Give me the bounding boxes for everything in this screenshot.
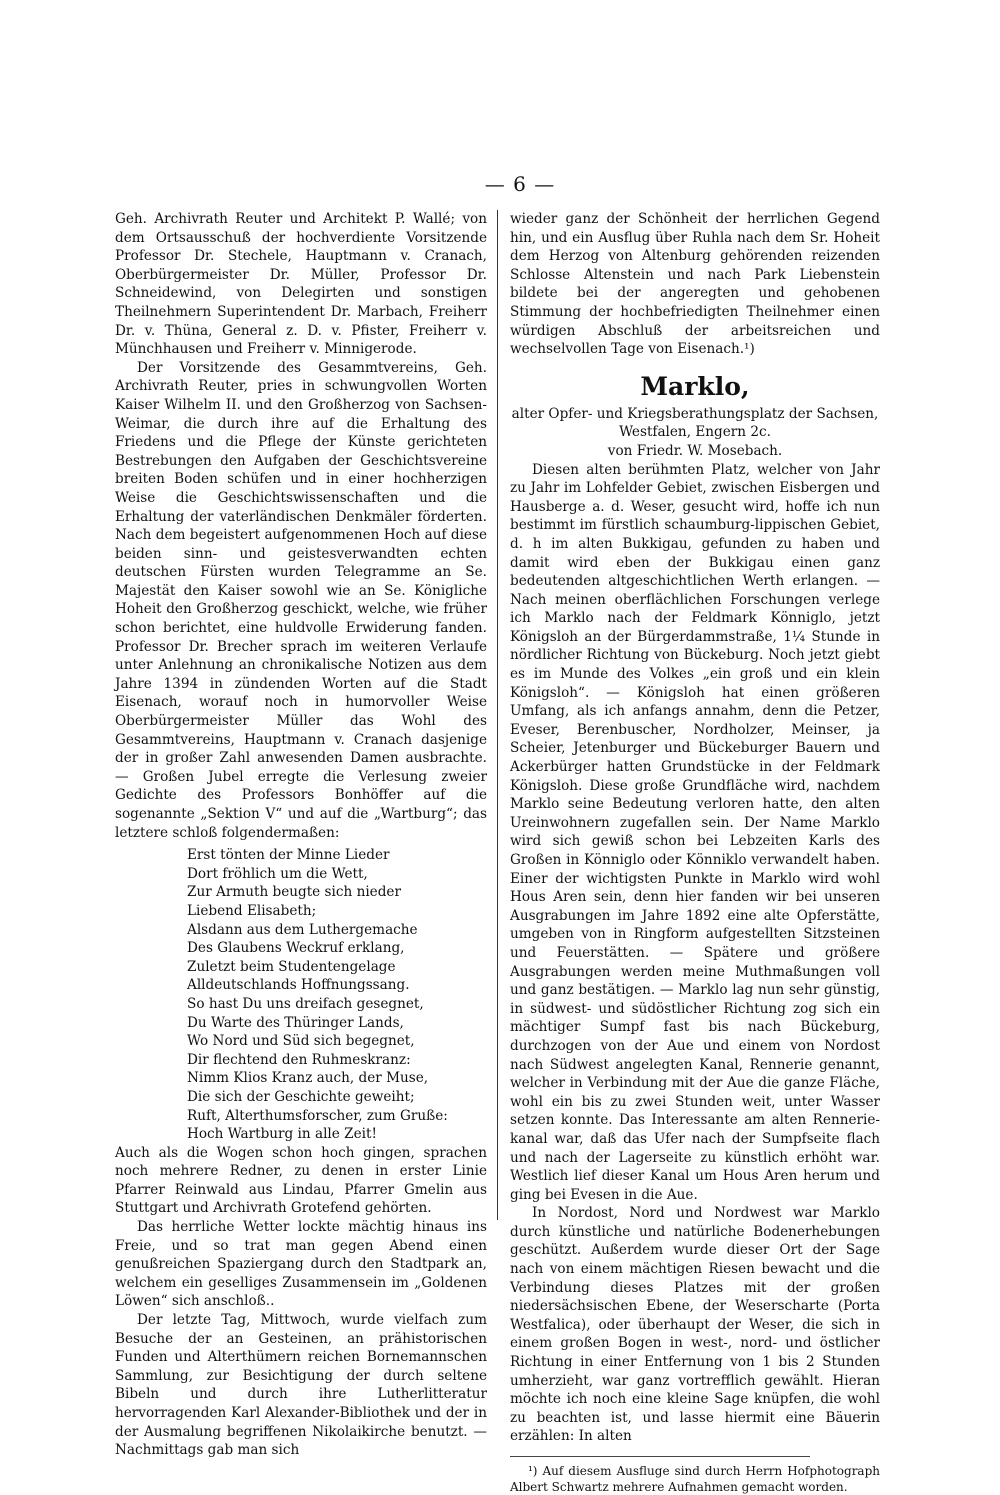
- footnote: ¹) Auf diesem Ausfluge sind durch Herrn Hofphotograph Albert Schwartz mehrere Aufnahmen gemacht worden.: [510, 1464, 880, 1494]
- article-subtitle: alter Opfer- und Kriegsberathungsplatz der Sachsen,: [511, 405, 879, 422]
- poem-line: Dort fröhlich um die Wett,: [187, 865, 368, 882]
- poem-line: Zur Armuth beugte sich nieder: [187, 884, 401, 901]
- column-divider: [497, 210, 498, 1220]
- article-subtitle: Westfalen, Engern 2c.: [619, 424, 771, 441]
- right-column: [510, 210, 880, 1495]
- poem-line: Alsdann aus dem Luthergemache: [187, 921, 418, 938]
- article-title: Marklo,: [640, 371, 750, 401]
- paragraph: In Nordost, Nord und Nordwest war Marklo durch künstliche und natürliche Bodenerhebungen geschützt. Außerdem wurde dieser Ort der Sage nach von einem mächtigen Riesen bewacht und die Verbindung dieses Platzes mit der großen niedersächsischen Ebene, der Weserscharte (Porta Westfalica), oder überhaupt der Weser, die sich in einem großen Bogen in west-, nord- und östlicher Richtung in einer Entfernung von 1 bis 2 Stunden umherzieht, war ganz vortrefflich gewählt. Hieran möchte ich noch eine kleine Sage knüpfen, die wohl zu beachten ist, und lasse hiermit eine Bäuerin erzählen: In alten: [510, 1205, 880, 1445]
- poem-line: Wo Nord und Süd sich begegnet,: [187, 1033, 415, 1050]
- poem: [187, 846, 487, 1144]
- poem-line: Du Warte des Thüringer Lands,: [187, 1014, 404, 1031]
- poem-line: So hast Du uns dreifach gesegnet,: [187, 995, 424, 1012]
- paragraph: Der Vorsitzende des Gesammtvereins, Geh. Archivrath Reuter, pries in schwungvollen Worten Kaiser Wilhelm II. und den Großherzog von Sachsen-Weimar, die durch ihre auf die Erhaltung des Friedens und die Pflege der Künste gerichteten Bestrebungen den Aufgaben der Geschichtsvereine breiten Boden schüfen und in einer hochherzigen Weise die Geschichtswissenschaften und die Erhaltung der vaterländischen Denkmäler förderten. Nach dem begeistert aufgenommenen Hoch auf diese beiden sinn- und geistesverwandten echten deutschen Fürsten wurden Telegramme an Se. Majestät den Kaiser sowohl wie an Se. Königliche Hoheit den Großherzog geschickt, welche, wie früher schon berichtet, eine huldvolle Erwiderung fanden. Professor Dr. Brecher sprach im weiteren Verlaufe unter Anlehnung an chronikalische Notizen aus dem Jahre 1394 in zündenden Worten auf die Stadt Eisenach, worauf noch in humorvoller Weise Oberbürgermeister Müller das Wohl des Gesammtvereins, Hauptmann v. Cranach dasjenige der in großer Zahl anwesenden Damen ausbrachte. — Großen Jubel erregte die Verlesung zweier Gedichte des Professors Bonhöffer auf die sogenannte „Sektion V“ und auf die „Wartburg“; das letztere schloß folgendermaßen:: [115, 359, 487, 841]
- page-number: — 6 —: [484, 172, 556, 196]
- paragraph: Das herrliche Wetter lockte mächtig hinaus ins Freie, und so trat man gegen Abend einen genußreichen Spaziergang durch den Stadtpark an, welchem ein geselliges Zusammensein im „Goldenen Löwen“ sich anschloß..: [115, 1219, 487, 1310]
- poem-line: Hoch Wartburg in alle Zeit!: [187, 1126, 377, 1143]
- poem-line: Zuletzt beim Studentengelage: [187, 958, 396, 975]
- article-author: von Friedr. W. Mosebach.: [607, 442, 783, 459]
- poem-line: Alldeutschlands Hoffnungssang.: [187, 977, 410, 994]
- poem-line: Erst tönten der Minne Lieder: [187, 847, 390, 864]
- poem-line: Liebend Elisabeth;: [187, 902, 317, 919]
- paragraph: Geh. Archivrath Reuter und Architekt P. Wallé; von dem Ortsausschuß der hochverdiente Vorsitzende Professor Dr. Stechele, Hauptmann v. Cranach, Oberbürgermeister Dr. Müller, Professor Dr. Schneidewind, von Delegirten und sonstigen Theilnehmern Superintendent Dr. Marbach, Freiherr Dr. v. Thüna, General z. D. v. Pfister, Freiherr v. Münchhausen und Freiherr v. Minnigerode.: [115, 211, 487, 358]
- poem-line: Die sich der Geschichte geweiht;: [187, 1088, 415, 1105]
- paragraph: wieder ganz der Schönheit der herrlichen Gegend hin, und ein Ausflug über Ruhla nach dem Sr. Hoheit dem Herzog von Altenburg gehörenden reizenden Schlosse Altenstein und nach Park Liebenstein bildete bei der angeregten und gehobenen Stimmung der hochbefriedigten Theilnehmer einen würdigen Abschluß der arbeitsreichen und wechselvollen Tage von Eisenach.¹): [510, 211, 880, 358]
- paragraph: Der letzte Tag, Mittwoch, wurde vielfach zum Besuche der an Gesteinen, an prähistorischen Funden und Alterthümern reichen Bornemannschen Sammlung, zur Besichtigung der durch seltene Bibeln und durch ihre Lutherlitteratur hervorragenden Karl Alexander-Bibliothek und der in der Ausmalung begriffenen Nikolaikirche benutzt. — Nachmittags gab man sich: [115, 1312, 487, 1459]
- poem-line: Dir flechtend den Ruhmeskranz:: [187, 1051, 411, 1068]
- left-column: [115, 210, 487, 1460]
- footnote-rule: [510, 1456, 810, 1457]
- paragraph: Auch als die Wogen schon hoch gingen, sprachen noch mehrere Redner, zu denen in erster Linie Pfarrer Reinwald aus Lindau, Pfarrer Gmelin aus Stuttgart und Archivrath Grotefend gehörten.: [115, 1144, 487, 1217]
- poem-line: Ruft, Alterthumsforscher, zum Gruße:: [187, 1107, 448, 1124]
- poem-line: Des Glaubens Weckruf erklang,: [187, 940, 405, 957]
- paragraph: Diesen alten berühmten Platz, welcher von Jahr zu Jahr im Lohfelder Gebiet, zwischen Eisbergen und Hausberge a. d. Weser, gesucht wird, hoffe ich nun bestimmt im fürstlich schaumburg-lippischen Gebiet, d. h im alten Bukkigau, gefunden zu haben und damit wird eben der Bukkigau einen ganz bedeutenden altgeschichtlichen Werth erlangen. — Nach meinen oberflächlichen Forschungen verlege ich Marklo nach der Feldmark Könniglo, jetzt Königsloh an der Bürgerdammstraße, 1¼ Stunde in nördlicher Richtung von Bückeburg. Noch jetzt giebt es im Munde des Volkes „ein groß und ein klein Königsloh“. — Königsloh hat einen größeren Umfang, als ich anfangs annahm, denn die Petzer, Eveser, Berenbuscher, Nordholzer, Meinser, ja Scheier, Jetenburger und Bückeburger Bauern und Ackerbürger hatten Grundstücke in der Feldmark Königsloh. Diese große Grundfläche wird, nachdem Marklo seine Bedeutung verloren hatte, den alten Ureinwohnern zugefallen sein. Der Name Marklo wird sich gewiß schon bei Lebzeiten Karls des Großen in Könniglo oder Könniklo verwandelt haben. Einer der wichtigsten Punkte in Marklo wird wohl Hous Aren sein, denn hier fanden wir bei unseren Ausgrabungen im Jahre 1892 eine alte Opferstätte, umgeben von in Ringform aufgestellten Sitzsteinen und Feuerstätten. — Spätere und größere Ausgrabungen werden meine Muthmaßungen voll und ganz bestätigen. — Marklo lag nun sehr günstig, in südwest- und südöstlicher Richtung zog sich ein mächtiger Sumpf fast bis nach Bückeburg, durchzogen von der Aue und einem von Nordost nach Südwest angelegten Kanal, Rennerie genannt, welcher in Verbindung mit der Aue die ganze Fläche, wohl ein bis zu zwei Stunden weit, unter Wasser setzen konnte. Das Interessante am alten Renneriekanal war, daß das Ufer nach der Sumpfseite flach und nach der Lagerseite zu künstlich erhöht war. Westlich lief dieser Kanal um Hous Aren herum und ging bei Evesen in die Aue.: [510, 461, 880, 1203]
- poem-line: Nimm Klios Kranz auch, der Muse,: [187, 1070, 429, 1087]
